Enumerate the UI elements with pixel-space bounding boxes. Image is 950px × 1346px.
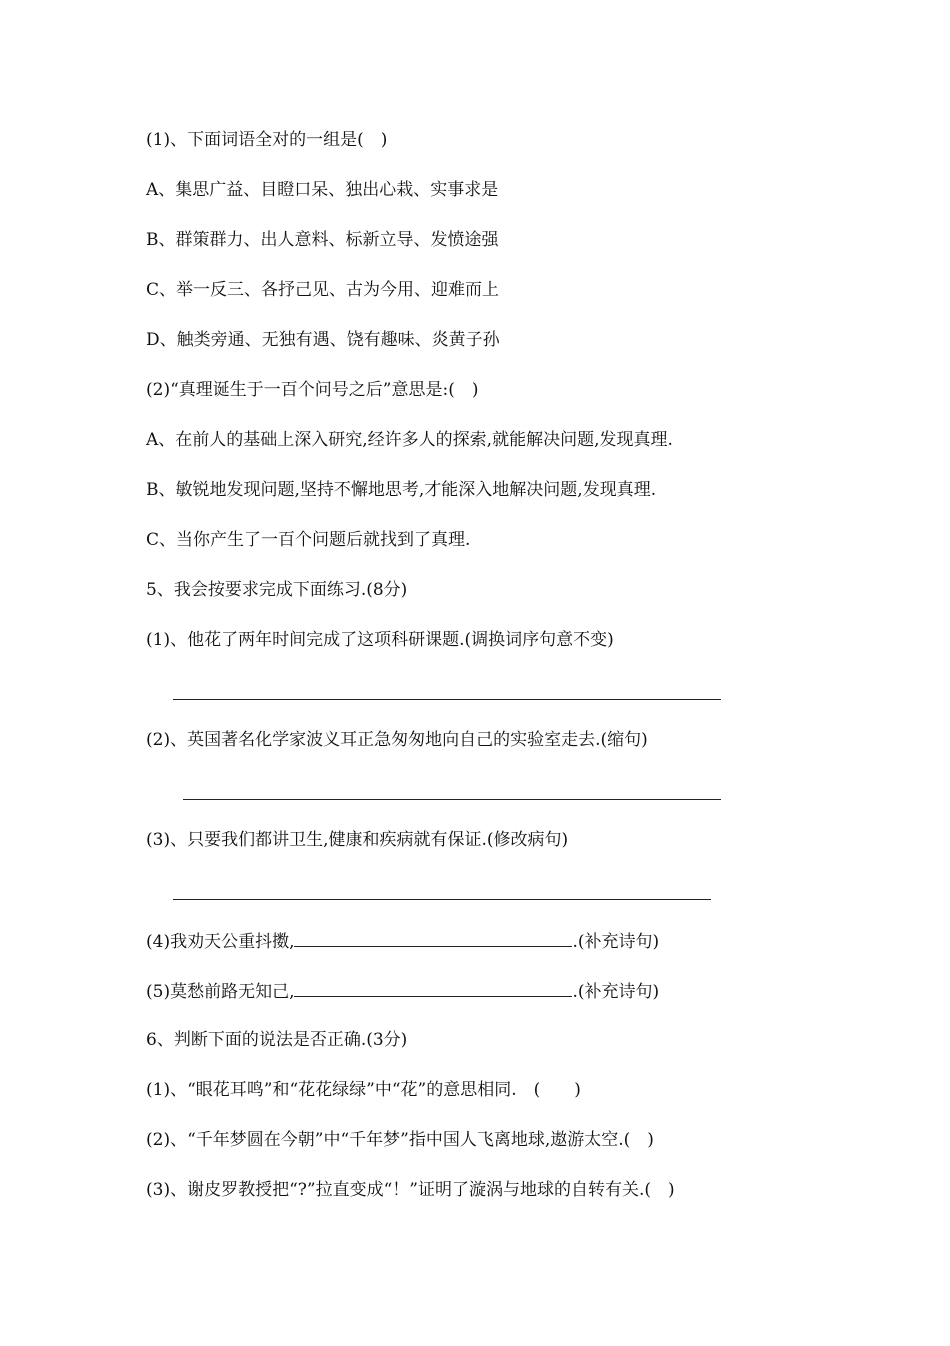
answer-line-3[interactable] bbox=[173, 899, 711, 900]
poem-line-prefix: (4)我劝天公重抖擞, bbox=[146, 932, 295, 952]
option-c: C、举一反三、各抒己见、古为今用、迎难而上 bbox=[146, 280, 500, 300]
question-6-title: 6、判断下面的说法是否正确.(3分) bbox=[146, 1030, 408, 1050]
question-4-2-stem: (2)“真理诞生于一百个问号之后”意思是:( ) bbox=[146, 380, 479, 400]
question-5-item-1: (1)、他花了两年时间完成了这项科研课题.(调换词序句意不变) bbox=[146, 630, 614, 650]
option-b: B、群策群力、出人意料、标新立导、发愤途强 bbox=[146, 230, 499, 250]
answer-line-1[interactable] bbox=[173, 699, 721, 700]
question-5-item-5 bbox=[146, 978, 659, 1004]
question-6-item-2: (2)、“千年梦圆在今朝”中“千年梦”指中国人飞离地球,遨游太空.( ) bbox=[146, 1130, 654, 1150]
poem-line-suffix: .(补充诗句) bbox=[572, 932, 660, 952]
poem-blank-1[interactable] bbox=[294, 928, 572, 947]
option-d: D、触类旁通、无独有遇、饶有趣味、炎黄子孙 bbox=[146, 330, 500, 350]
question-5-item-4 bbox=[146, 928, 659, 954]
question-6-item-3: (3)、谢皮罗教授把“?”拉直变成“！”证明了漩涡与地球的自转有关.( ) bbox=[146, 1180, 675, 1200]
option-a: A、在前人的基础上深入研究,经许多人的探索,就能解决问题,发现真理. bbox=[146, 430, 673, 450]
poem-line-prefix: (5)莫愁前路无知己, bbox=[146, 982, 295, 1002]
question-5-title: 5、我会按要求完成下面练习.(8分) bbox=[146, 580, 408, 600]
option-a: A、集思广益、目瞪口呆、独出心栽、实事求是 bbox=[146, 180, 499, 200]
answer-line-2[interactable] bbox=[183, 799, 721, 800]
question-5-item-2: (2)、英国著名化学家波义耳正急匆匆地向自己的实验室走去.(缩句) bbox=[146, 730, 648, 750]
question-6-item-1: (1)、“眼花耳鸣”和“花花绿绿”中“花”的意思相同. ( ) bbox=[146, 1080, 581, 1100]
question-4-1-stem: (1)、下面词语全对的一组是( ) bbox=[146, 130, 388, 150]
poem-line-suffix: .(补充诗句) bbox=[572, 982, 660, 1002]
option-c: C、当你产生了一百个问题后就找到了真理. bbox=[146, 530, 471, 550]
poem-blank-2[interactable] bbox=[294, 978, 572, 997]
option-b: B、敏锐地发现问题,坚持不懈地思考,才能深入地解决问题,发现真理. bbox=[146, 480, 657, 500]
question-5-item-3: (3)、只要我们都讲卫生,健康和疾病就有保证.(修改病句) bbox=[146, 830, 569, 850]
